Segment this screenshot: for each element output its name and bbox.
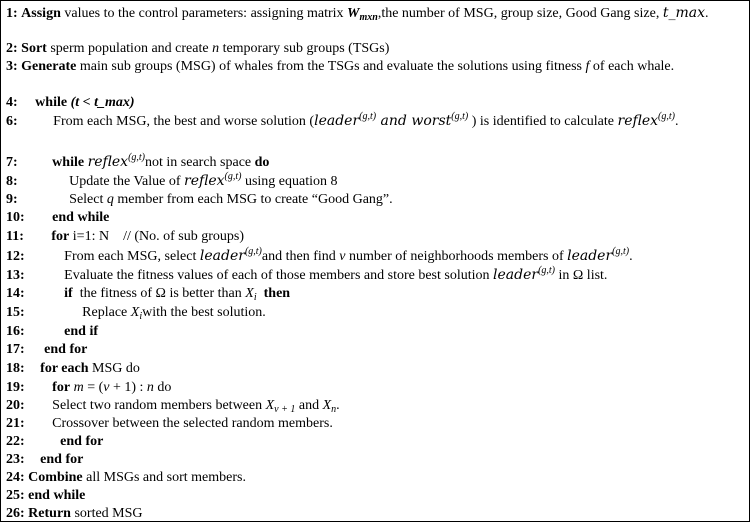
line-number: 16:	[6, 324, 25, 339]
loop-condition: (t < t_max)	[70, 95, 135, 110]
line-number: 10:	[6, 210, 25, 225]
line-number: 2:	[6, 41, 18, 56]
matrix-symbol: $W_{mxn}$	[347, 6, 378, 23]
line-15: 15: Replace $X_iwith$ the best solution.	[6, 305, 266, 322]
line-6: 6: From each MSG, the best and worse solution (leader$^{(g,t)}$ and worst$^{(g,t)}$ ) is identified to calculate reflex$^{(g,t)}$.	[6, 111, 679, 129]
line-number: 24:	[6, 470, 25, 485]
line-number: 15:	[6, 305, 25, 320]
keyword: Assign	[21, 6, 61, 21]
line-4	[6, 94, 743, 112]
t-max-symbol: t_max	[662, 5, 705, 21]
line-number: 13:	[6, 268, 25, 283]
line-number: 7:	[6, 155, 18, 170]
line-19: 19: for m = (v + 1) : n do	[6, 380, 172, 395]
line-number: 22:	[6, 434, 25, 449]
keyword: Generate	[21, 59, 77, 74]
line-number: 14:	[6, 286, 25, 301]
line-number: 9:	[6, 192, 18, 207]
line-7: 7: while reflex$^{(g,t)}$not in search space do	[6, 152, 270, 170]
line-9: 9: Select q member from each MSG to create “Good Gang”.	[6, 192, 393, 207]
line-number: 26:	[6, 506, 25, 521]
line-14: 14: if the fitness of Ω is better than $X_i$ then	[6, 286, 291, 303]
line-20: 20: Select two random members between $X_{v + 1}$ and $X_n$.	[6, 398, 340, 415]
line-3: 3: Generate main sub groups (MSG) of whales from the TSGs and evaluate the solutions using fitness f of each whale.	[6, 59, 675, 74]
line-8: 8: Update the Value of reflex$^{(g,t)}$ using equation 8	[6, 171, 338, 189]
line-23: 23: end for	[6, 452, 84, 467]
line-number: 20:	[6, 398, 25, 413]
keyword: while	[35, 95, 68, 110]
line-number: 18:	[6, 361, 25, 376]
line-number: 25:	[6, 488, 25, 503]
line-number: 17:	[6, 342, 25, 357]
line-10: 10: end while	[6, 210, 110, 225]
line-number: 3:	[6, 59, 18, 74]
keyword: Sort	[21, 41, 47, 56]
line-number: 23:	[6, 452, 25, 467]
line-number: 4:	[6, 95, 18, 110]
line-17: 17: end for	[6, 342, 88, 357]
line-number: 19:	[6, 380, 25, 395]
line-12: 12: From each MSG, select leader$^{(g,t)}$and then find v number of neighborhoods members of leader$^{(g,t)}$.	[6, 246, 633, 264]
line-number: 1:	[6, 6, 18, 21]
line-number: 11:	[6, 229, 24, 244]
line-22: 22: end for	[6, 434, 104, 449]
line-1: 1: Assign values to the control parameters: assigning matrix $W_{mxn},the$ number of MSG, group size, Good Gang size, t_max.	[6, 5, 709, 23]
line-16: 16: end if	[6, 324, 99, 339]
line-2: 2: Sort sperm population and create n temporary sub groups (TSGs)	[6, 41, 390, 56]
line-18: 18: for each MSG do	[6, 361, 140, 376]
line-13: 13: Evaluate the fitness values of each of those members and store best solution leader$^{(g,t)}$ in Ω list.	[6, 265, 608, 283]
line-number: 6:	[6, 114, 18, 129]
line-11: 11: for i=1: N // (No. of sub groups)	[6, 229, 245, 244]
line-21: 21: Crossover between the selected random members.	[6, 416, 333, 431]
line-text: ,the number of MSG, group size, Good Gang size,	[377, 6, 663, 21]
line-number: 12:	[6, 249, 25, 264]
line-number: 8:	[6, 174, 18, 189]
line-number: 21:	[6, 416, 25, 431]
line-25: 25: end while	[6, 488, 86, 503]
line-24: 24: Combine all MSGs and sort members.	[6, 470, 246, 485]
line-text: values to the control parameters: assigning matrix	[60, 6, 348, 21]
line-26: 26: Return sorted MSG	[6, 506, 143, 521]
